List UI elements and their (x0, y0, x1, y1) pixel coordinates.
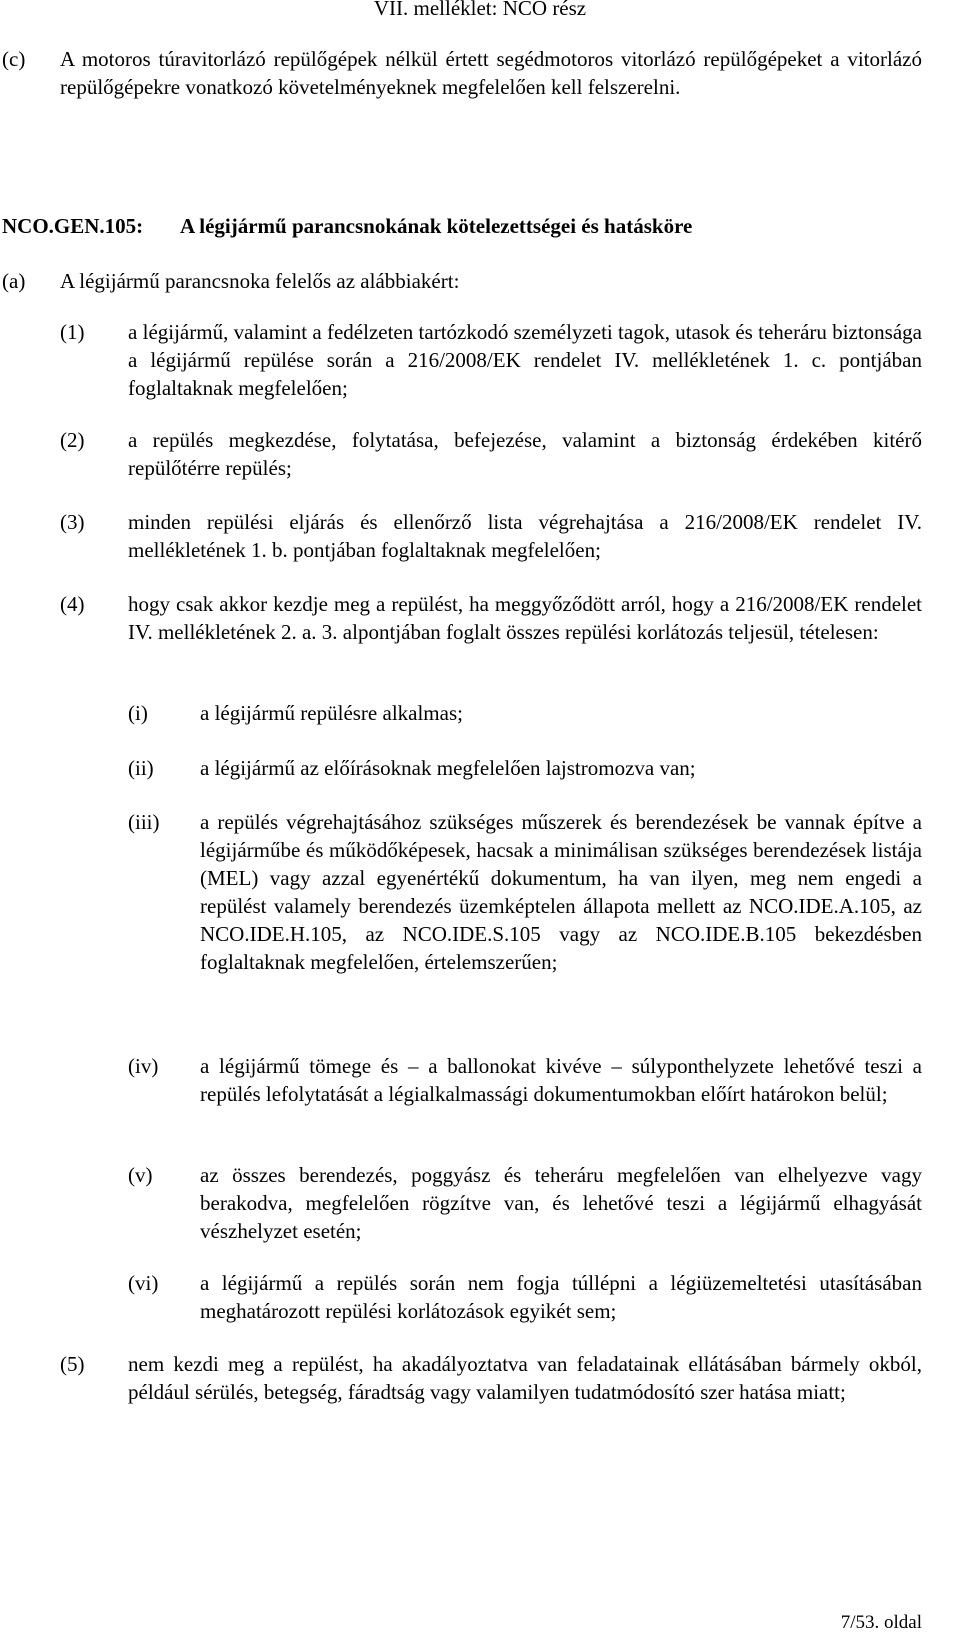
page-number: 7/53. oldal (840, 1612, 922, 1633)
item-label: (5) (60, 1352, 85, 1376)
item-label: (1) (60, 320, 85, 344)
subitem-label: (iii) (128, 810, 160, 834)
subitem-text: az összes berendezés, poggyász és teheráru megfelelően van elhelyezve vagy berakodva, megfelelően rögzítve van, és lehetővé teszi a légijármű elhagyását vészhelyzet esetén; (200, 1163, 922, 1243)
item-text: hogy csak akkor kezdje meg a repülést, ha meggyőződött arról, hogy a 216/2008/EK rendelet IV. mellékletének 2. a. 3. alpontjában foglalt összes repülési korlátozás teljesül, tételesen: (128, 592, 922, 644)
subitem-text: a légijármű tömege és – a ballonokat kivéve – súlyponthelyzete lehetővé teszi a repülés lefolytatását a légialkalmassági dokumentumokban előírt határokon belül; (200, 1054, 922, 1106)
paragraph-label: (c) (2, 47, 26, 71)
section-code: NCO.GEN.105: (2, 214, 144, 238)
paragraph-label: (a) (2, 269, 26, 293)
item-label: (3) (60, 510, 85, 534)
subitem-text: a légijármű az előírásoknak megfelelően lajstromozva van; (200, 756, 696, 780)
item-text: a légijármű, valamint a fedélzeten tartózkodó személyzeti tagok, utasok és teheráru biztonsága a légijármű repülése során a 216/2008/EK rendelet IV. mellékletének 1. c. pontjában foglaltaknak megfelelően; (128, 320, 922, 400)
paragraph-text: A légijármű parancsnoka felelős az alábbiakért: (60, 269, 460, 293)
item-label: (2) (60, 428, 85, 452)
subitem-text: a légijármű repülésre alkalmas; (200, 701, 463, 725)
item-text: nem kezdi meg a repülést, ha akadályoztatva van feladatainak ellátásában bármely okból, például sérülés, betegség, fáradtság vagy valamilyen tudatmódosító szer hatása miatt; (128, 1352, 922, 1404)
page-header: VII. melléklet: NCO rész (373, 0, 587, 20)
subitem-label: (iv) (128, 1054, 159, 1078)
section-title: A légijármű parancsnokának kötelezettségei és hatásköre (180, 214, 693, 238)
subitem-text: a repülés végrehajtásához szükséges műszerek és berendezések be vannak építve a légijárműbe és működőképesek, hacsak a minimálisan szükséges berendezések listája (MEL) vagy azzal egyenértékű dokumentum, ha van ilyen, meg nem engedi a repülést valamely berendezés üzemképtelen állapota mellett az NCO.IDE.A.105, az NCO.IDE.H.105, az NCO.IDE.S.105 vagy az NCO.IDE.B.105 bekezdésben foglaltaknak megfelelően, értelemszerűen; (200, 810, 922, 974)
subitem-label: (i) (128, 701, 148, 725)
item-text: a repülés megkezdése, folytatása, befejezése, valamint a biztonság érdekében kitérő repülőtérre repülés; (128, 428, 922, 480)
subitem-text: a légijármű a repülés során nem fogja túllépni a légiüzemeltetési utasításában meghatározott repülési korlátozások egyikét sem; (200, 1271, 922, 1323)
subitem-label: (v) (128, 1163, 153, 1187)
subitem-label: (ii) (128, 756, 154, 780)
subitem-label: (vi) (128, 1271, 159, 1295)
item-text: minden repülési eljárás és ellenőrző lista végrehajtása a 216/2008/EK rendelet IV. mellékletének 1. b. pontjában foglaltaknak megfelelően; (128, 510, 922, 562)
item-label: (4) (60, 592, 85, 616)
paragraph-text: A motoros túravitorlázó repülőgépek nélkül értett segédmotoros vitorlázó repülőgépeket a vitorlázó repülőgépekre vonatkozó követelményeknek megfelelően kell felszerelni. (60, 47, 922, 99)
